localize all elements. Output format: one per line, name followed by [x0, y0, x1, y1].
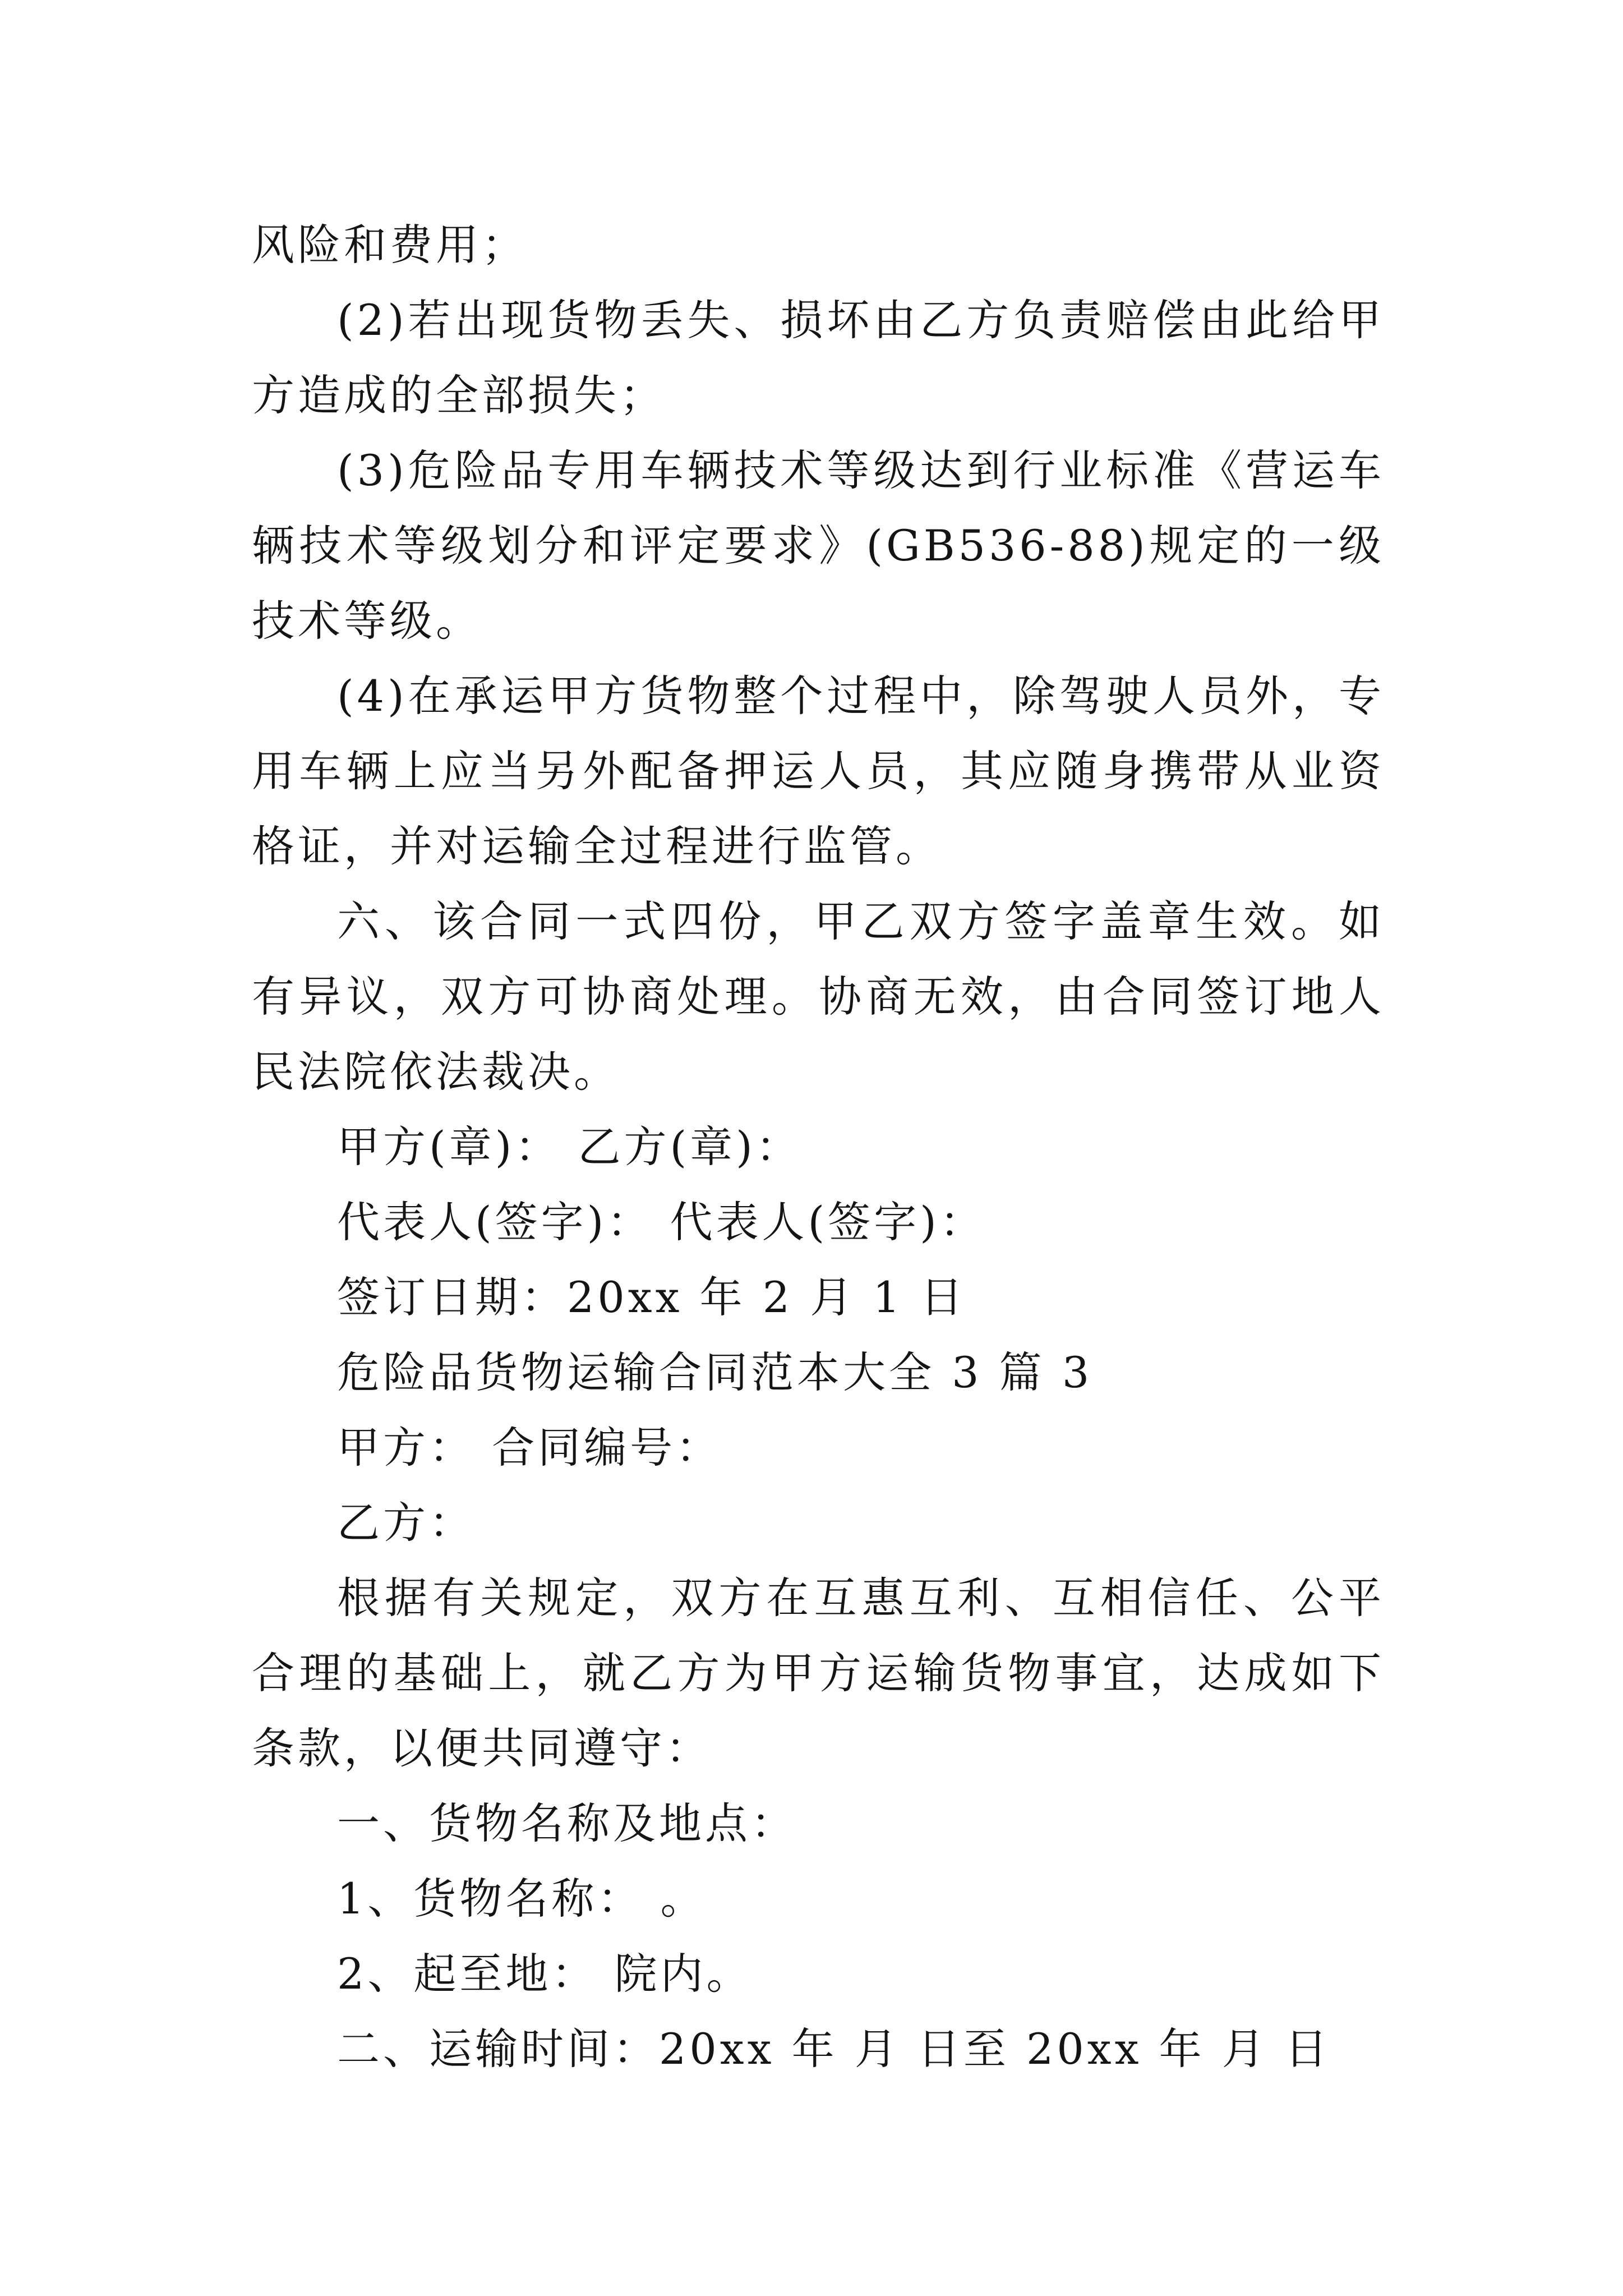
paragraph-risk-and-cost: 风险和费用； [252, 220, 528, 270]
party-a-contract-number: 甲方： 合同编号： [337, 1423, 722, 1473]
item-goods-name: 1、货物名称： 。 [337, 1874, 707, 1924]
paragraph-clause-3-vehicle-grade: (3)危险品专用车辆技术等级达到行业标准《营运车辆技术等级划分和评定要求》(GB536-88)规定的一级技术等级。 [252, 445, 1385, 646]
signature-party-seals: 甲方(章)： 乙方(章)： [337, 1122, 802, 1172]
paragraph-clause-2-loss: (2)若出现货物丢失、损坏由乙方负责赔偿由此给甲方造成的全部损失； [252, 295, 1385, 420]
section-heading-contract-3: 危险品货物运输合同范本大全 3 篇 3 [337, 1347, 1093, 1397]
paragraph-section-6-copies: 六、该合同一式四份，甲乙双方签字盖章生效。如有异议，双方可协商处理。协商无效，由合同签订地人民法院依法裁决。 [252, 896, 1385, 1097]
signature-representatives: 代表人(签字)： 代表人(签字)： [337, 1197, 986, 1247]
paragraph-preamble: 根据有关规定，双方在互惠互利、互相信任、公平合理的基础上，就乙方为甲方运输货物事宜，达成如下条款，以便共同遵守： [252, 1573, 1385, 1773]
heading-goods-and-location: 一、货物名称及地点： [337, 1798, 797, 1848]
signing-date: 签订日期：20xx 年 2 月 1 日 [337, 1272, 966, 1322]
item-origin-destination: 2、起至地： 院内。 [337, 1949, 753, 1999]
heading-transport-time: 二、运输时间：20xx 年 月 日至 20xx 年 月 日 [337, 2024, 1331, 2074]
document-body [252, 208, 1385, 2087]
party-b: 乙方： [337, 1498, 475, 1548]
paragraph-clause-4-escort: (4)在承运甲方货物整个过程中，除驾驶人员外，专用车辆上应当另外配备押运人员，其应随身携带从业资格证，并对运输全过程进行监管。 [252, 671, 1385, 871]
